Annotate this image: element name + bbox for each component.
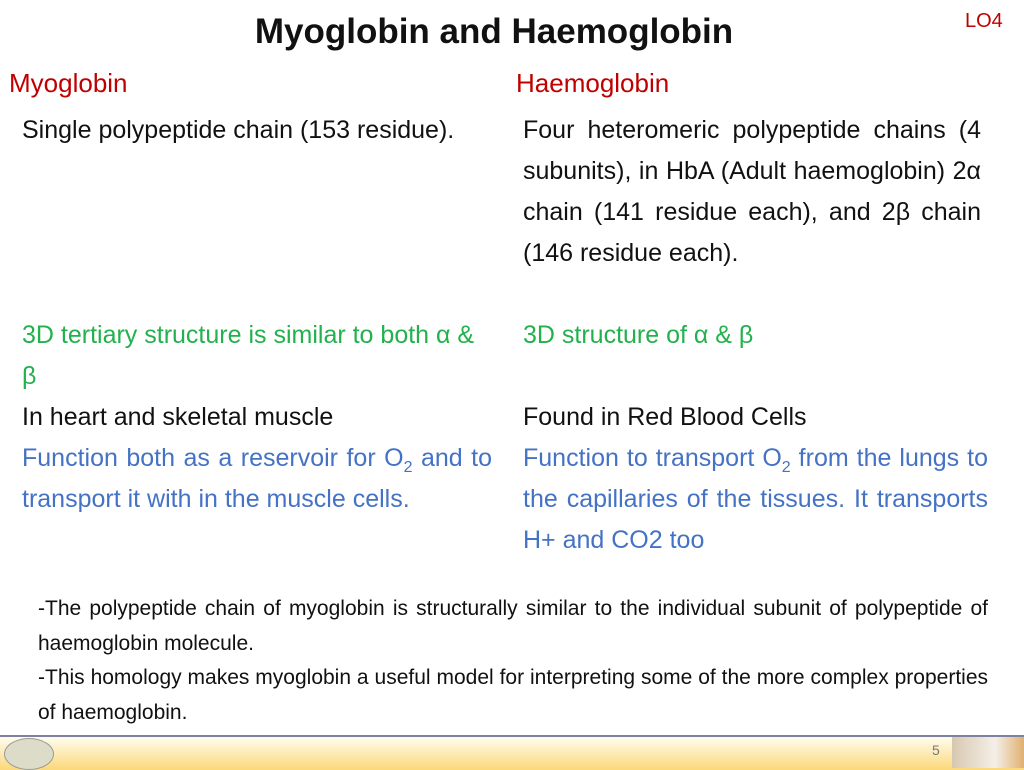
haemoglobin-location: Found in Red Blood Cells — [523, 403, 807, 431]
haemoglobin-heading: Haemoglobin — [516, 68, 670, 98]
footer-bar — [0, 735, 1024, 770]
function-text: and to transport it with in the muscle cells. — [22, 444, 492, 513]
function-text: from the lungs to the capillaries of the tissues. It transports H+ and CO2 too — [523, 444, 988, 554]
subscript: 2 — [403, 459, 413, 476]
myoglobin-location: In heart and skeletal muscle — [22, 403, 334, 431]
haemoglobin-structure: 3D structure of α & β — [523, 321, 754, 349]
haemoglobin-function — [523, 438, 988, 561]
learning-outcome-tag: LO4 — [965, 10, 1003, 32]
function-text: Function both as a reservoir for O — [22, 444, 404, 472]
note-1: -The polypeptide chain of myoglobin is structurally similar to the individual subunit of polypeptide of haemoglobin molecule. — [38, 597, 988, 655]
slide-title: Myoglobin and Haemoglobin — [254, 12, 734, 51]
myoglobin-function — [22, 438, 492, 520]
page-number: 5 — [932, 742, 940, 758]
footer-photo — [952, 737, 1024, 768]
myoglobin-structure: 3D tertiary structure is similar to both α & β — [22, 321, 475, 390]
function-text: Function to transport O — [523, 444, 782, 472]
note-2: -This homology makes myoglobin a useful model for interpreting some of the more complex properties of haemoglobin. — [38, 666, 988, 724]
subscript: 2 — [781, 459, 791, 476]
university-logo — [4, 738, 54, 770]
myoglobin-chain: Single polypeptide chain (153 residue). — [22, 116, 455, 144]
haemoglobin-chain: Four heteromeric polypeptide chains (4 subunits), in HbA (Adult haemoglobin) 2α chain (141 residue each), and 2β chain (146 residue each). — [523, 116, 981, 267]
myoglobin-heading: Myoglobin — [9, 68, 128, 98]
